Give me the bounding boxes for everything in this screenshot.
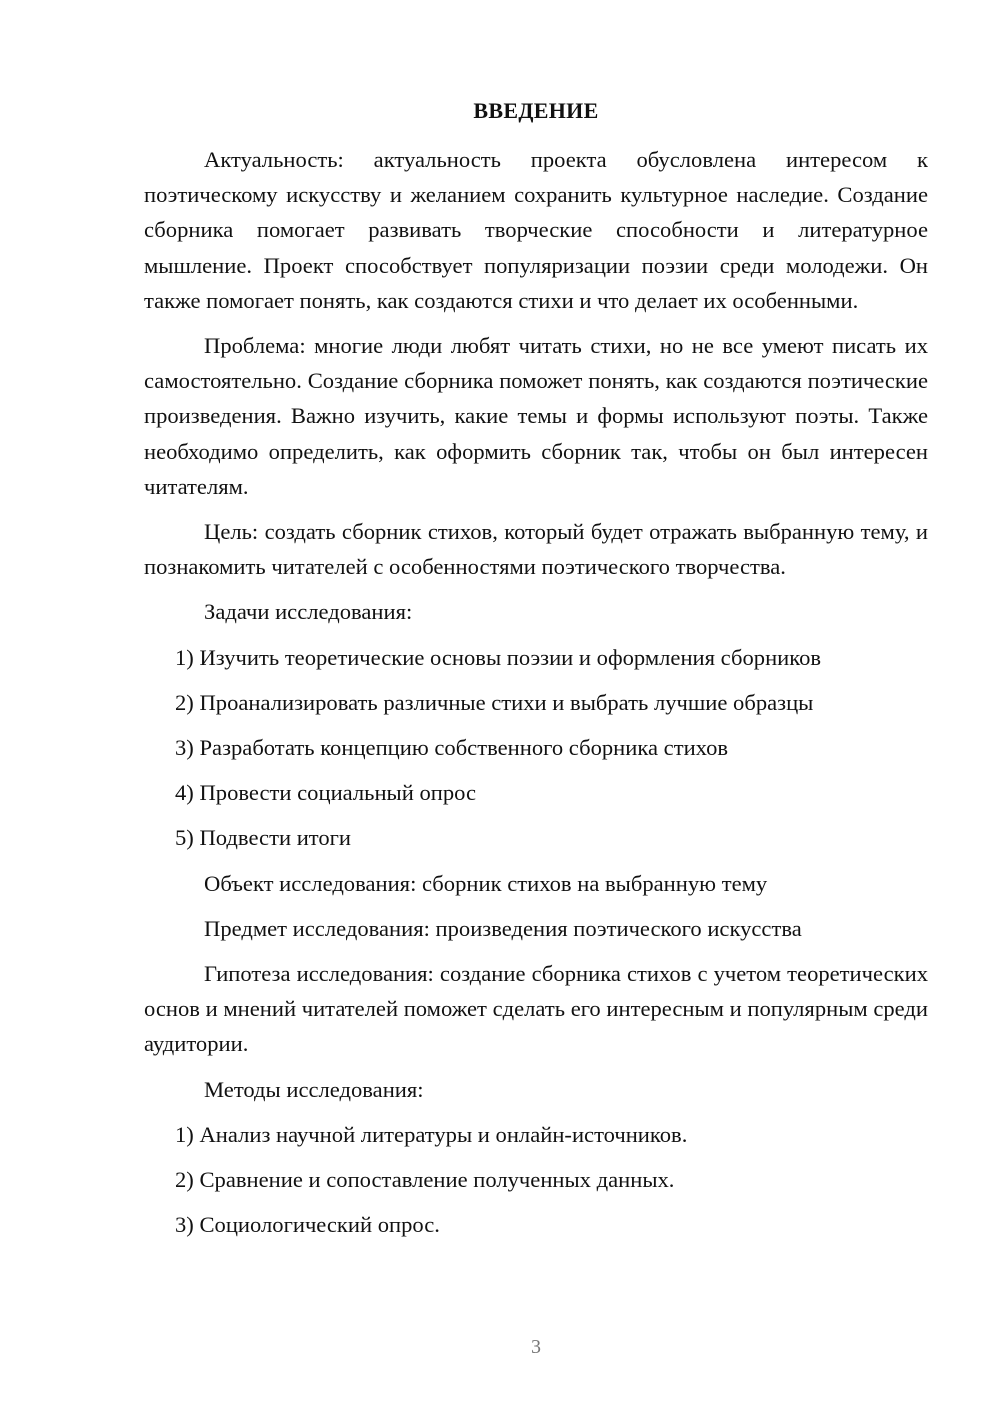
task-item: 5) Подвести итоги [175, 825, 352, 851]
method-item: 3) Социологический опрос. [175, 1212, 440, 1238]
object-paragraph: Объект исследования: сборник стихов на выбранную тему [204, 870, 768, 896]
problem-paragraph: Проблема: многие люди любят читать стихи, но не все умеют писать их самостоятельно. Создание сборника поможет понять, как создаются поэтические произведения. Важно изучить, какие темы и формы используют поэты. Также необходимо определить, как оформить сборник так, чтобы он был интересен читателям. [144, 333, 928, 499]
section-title: ВВЕДЕНИЕ [473, 98, 599, 123]
method-item: 2) Сравнение и сопоставление полученных данных. [175, 1167, 675, 1193]
goal-paragraph: Цель: создать сборник стихов, который будет отражать выбранную тему, и познакомить читателей с особенностями поэтического творчества. [144, 519, 928, 580]
hypothesis-paragraph: Гипотеза исследования: создание сборника стихов с учетом теоретических основ и мнений читателей поможет сделать его интересным и популярным среди аудитории. [144, 961, 928, 1057]
methods-heading: Методы исследования: [204, 1076, 424, 1102]
relevance-paragraph: Актуальность: актуальность проекта обусловлена интересом к поэтическому искусству и желанием сохранить культурное наследие. Создание сборника помогает развивать творческие способности и литературное мышление. Проект способствует популяризации поэзии среди молодежи. Он также помогает понять, как создаются стихи и что делает их особенными. [144, 147, 928, 313]
task-item: 3) Разработать концепцию собственного сборника стихов [175, 735, 729, 761]
task-item: 1) Изучить теоретические основы поэзии и оформления сборников [175, 644, 822, 670]
page-number: 3 [531, 1336, 541, 1358]
subject-paragraph: Предмет исследования: произведения поэтического искусства [204, 915, 802, 941]
tasks-heading: Задачи исследования: [204, 599, 413, 625]
task-item: 2) Проанализировать различные стихи и выбрать лучшие образцы [175, 689, 814, 715]
document-body [144, 142, 928, 1252]
task-item: 4) Провести социальный опрос [175, 780, 477, 806]
method-item: 1) Анализ научной литературы и онлайн-источников. [175, 1121, 688, 1147]
